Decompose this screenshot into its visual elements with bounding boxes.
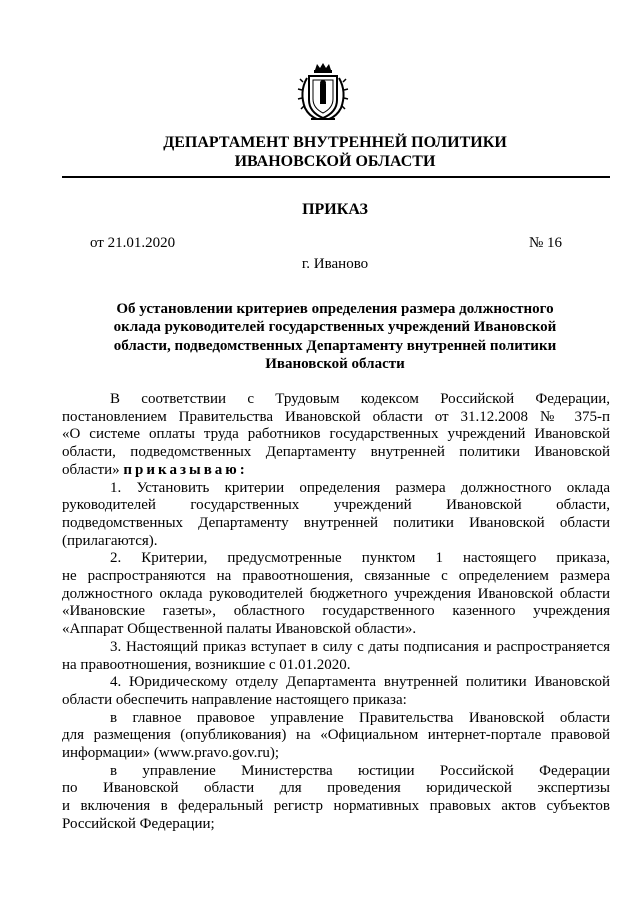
header-divider	[62, 176, 610, 178]
decree-word: приказываю:	[123, 461, 248, 478]
body-line: 2. Критерии, предусмотренные пунктом 1 настоящего приказа,	[110, 550, 610, 567]
body-line: на правоотношения, возникшие с 01.01.2020.	[62, 656, 351, 673]
order-city: г. Иваново	[301, 256, 369, 272]
department-name-line2: ИВАНОВСКОЙ ОБЛАСТИ	[234, 153, 436, 170]
body-line: в управление Министерства юстиции Российской Федерации	[110, 762, 610, 779]
body-line: (прилагаются).	[62, 532, 158, 549]
body-line: В соответствии с Трудовым кодексом Российской Федерации,	[110, 391, 610, 407]
body-line: области обеспечить направление настоящего приказа:	[62, 691, 407, 708]
order-number: № 16	[528, 235, 562, 251]
body-line: для размещения (опубликования) на «Официальном интернет-портале правовой	[62, 727, 610, 744]
body-line: не распространяются на правоотношения, связанные с определением размера	[62, 568, 610, 585]
body-line: в главное правовое управление Правительства Ивановской области	[110, 709, 610, 726]
body-line: руководителей государственных учреждений Ивановской области,	[62, 497, 610, 514]
body-line: «Аппарат Общественной палаты Ивановской области».	[62, 621, 417, 638]
subject-line: области, подведомственных Департаменту внутренней политики	[113, 337, 557, 354]
body-line: «Ивановские газеты», областного государственного казенного учреждения	[62, 603, 610, 620]
body-line: 4. Юридическому отделу Департамента внутренней политики Ивановской	[110, 674, 610, 691]
subject-line: оклада руководителей государственных учреждений Ивановской	[113, 319, 557, 336]
body-line: Российской Федерации;	[62, 815, 215, 832]
body-line: и включения в федеральный регистр нормативных правовых актов субъектов	[62, 798, 610, 815]
order-date: от 21.01.2020	[90, 235, 176, 251]
body-line: постановлением Правительства Ивановской области от 31.12.2008 № 375-п	[62, 408, 610, 425]
body-line: должностного оклада руководителей бюджетного учреждения Ивановской области	[62, 585, 610, 602]
order-title: ПРИКАЗ	[302, 201, 368, 218]
ivanovo-coat-of-arms-icon	[297, 62, 349, 122]
preamble-end: области»	[62, 461, 120, 478]
department-name-line1: ДЕПАРТАМЕНТ ВНУТРЕННЕЙ ПОЛИТИКИ	[163, 134, 507, 151]
body-line	[62, 462, 610, 480]
subject-line: Ивановской области	[265, 355, 405, 372]
body-line: области, подведомственных Департаменту внутренней политики Ивановской	[62, 444, 610, 461]
subject-line: Об установлении критериев определения размера должностного	[116, 301, 554, 317]
body-line: 1. Установить критерии определения размера должностного оклада	[110, 479, 610, 496]
order-subject	[60, 300, 610, 373]
body-line: «О системе оплаты труда работников государственных учреждений Ивановской	[62, 426, 610, 443]
order-body	[62, 391, 610, 834]
body-line: информации» (www.pravo.gov.ru);	[62, 745, 280, 762]
body-line: подведомственных Департаменту внутренней политики Ивановской области	[62, 514, 610, 531]
body-line: по Ивановской области для проведения юридической экспертизы	[62, 780, 610, 797]
body-line: 3. Настоящий приказ вступает в силу с даты подписания и распространяется	[110, 638, 610, 655]
